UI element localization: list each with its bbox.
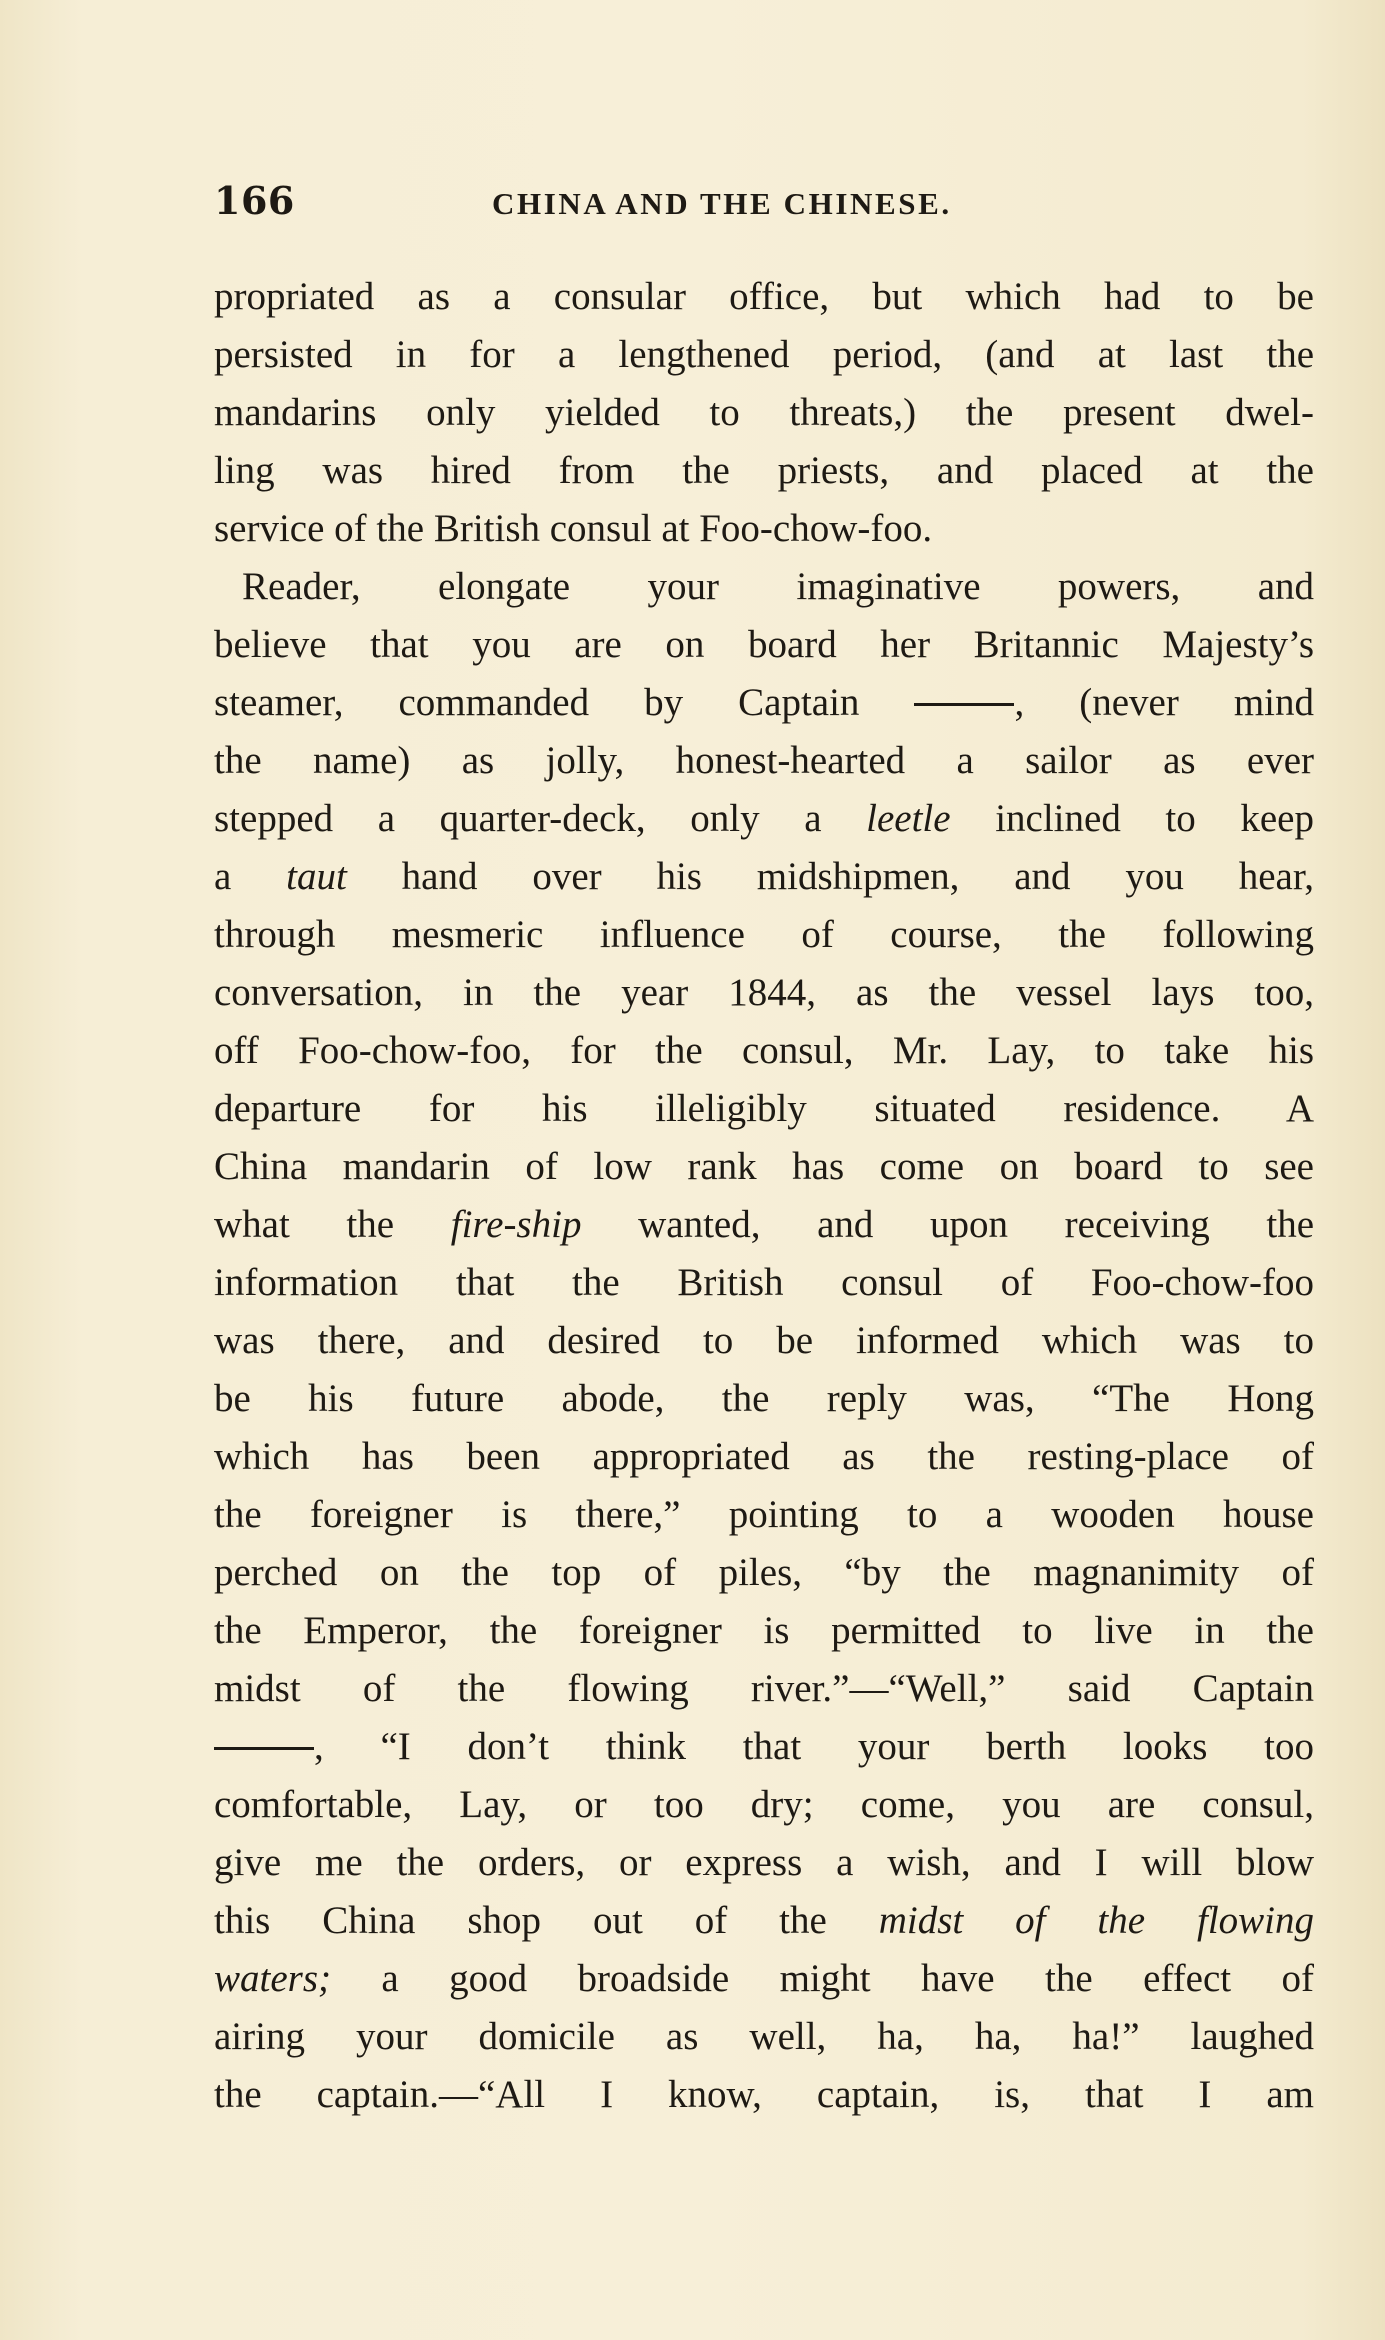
text-line: believe that you are on board her Britannic Majesty’s: [214, 623, 1314, 666]
text-line: information that the British consul of Foo-chow-foo: [214, 1261, 1314, 1304]
page-number: 166: [214, 178, 295, 223]
text-line: ling was hired from the priests, and placed at the: [214, 449, 1314, 492]
text-line: perched on the top of piles, “by the magnanimity of: [214, 1551, 1314, 1594]
text-line: Reader, elongate your imaginative powers, and: [242, 565, 1314, 608]
text-line: China mandarin of low rank has come on board to see: [214, 1145, 1314, 1188]
text-line: give me the orders, or express a wish, and I will blow: [214, 1841, 1314, 1884]
running-head: CHINA AND THE CHINESE.: [492, 186, 952, 221]
name-dash: [214, 1747, 314, 1750]
text-line: a taut hand over his midshipmen, and you hear,: [214, 855, 1315, 898]
body-text: [214, 268, 1314, 2124]
text-line: service of the British consul at Foo-chow-foo.: [214, 507, 933, 550]
text-line: this China shop out of the midst of the flowing: [214, 1899, 1315, 1942]
text-line: , “I don’t think that your berth looks too: [214, 1718, 1314, 1776]
text-line: departure for his illeligibly situated residence. A: [214, 1087, 1314, 1130]
text-line: was there, and desired to be informed which was to: [214, 1319, 1314, 1362]
text-line: midst of the flowing river.”—“Well,” said Captain: [214, 1667, 1314, 1710]
text-line: mandarins only yielded to threats,) the present dwel-: [214, 391, 1314, 434]
text-line: the name) as jolly, honest-hearted a sailor as ever: [214, 739, 1314, 782]
text-line: waters; a good broadside might have the effect of: [214, 1957, 1315, 2000]
text-line: off Foo-chow-foo, for the consul, Mr. Lay, to take his: [214, 1029, 1314, 1072]
page-header: [214, 178, 1314, 238]
text-line: conversation, in the year 1844, as the vessel lays too,: [214, 971, 1314, 1014]
text-line: stepped a quarter-deck, only a leetle inclined to keep: [214, 797, 1314, 840]
text-line: through mesmeric influence of course, the following: [214, 913, 1314, 956]
text-line: which has been appropriated as the resting-place of: [214, 1435, 1314, 1478]
text-line: the captain.—“All I know, captain, is, that I am: [214, 2073, 1314, 2116]
text-line: the Emperor, the foreigner is permitted to live in the: [214, 1609, 1314, 1652]
text-line: what the fire-ship wanted, and upon receiving the: [214, 1203, 1315, 1246]
text-line: comfortable, Lay, or too dry; come, you are consul,: [214, 1783, 1314, 1826]
text-line: steamer, commanded by Captain , (never mind: [214, 681, 1315, 724]
name-dash: [914, 703, 1014, 706]
text-line: the foreigner is there,” pointing to a wooden house: [214, 1493, 1314, 1536]
text-line: be his future abode, the reply was, “The Hong: [214, 1377, 1314, 1420]
text-line: propriated as a consular office, but which had to be: [214, 275, 1314, 318]
text-line: persisted in for a lengthened period, (and at last the: [214, 333, 1314, 376]
text-line: airing your domicile as well, ha, ha, ha!” laughed: [214, 2015, 1314, 2058]
